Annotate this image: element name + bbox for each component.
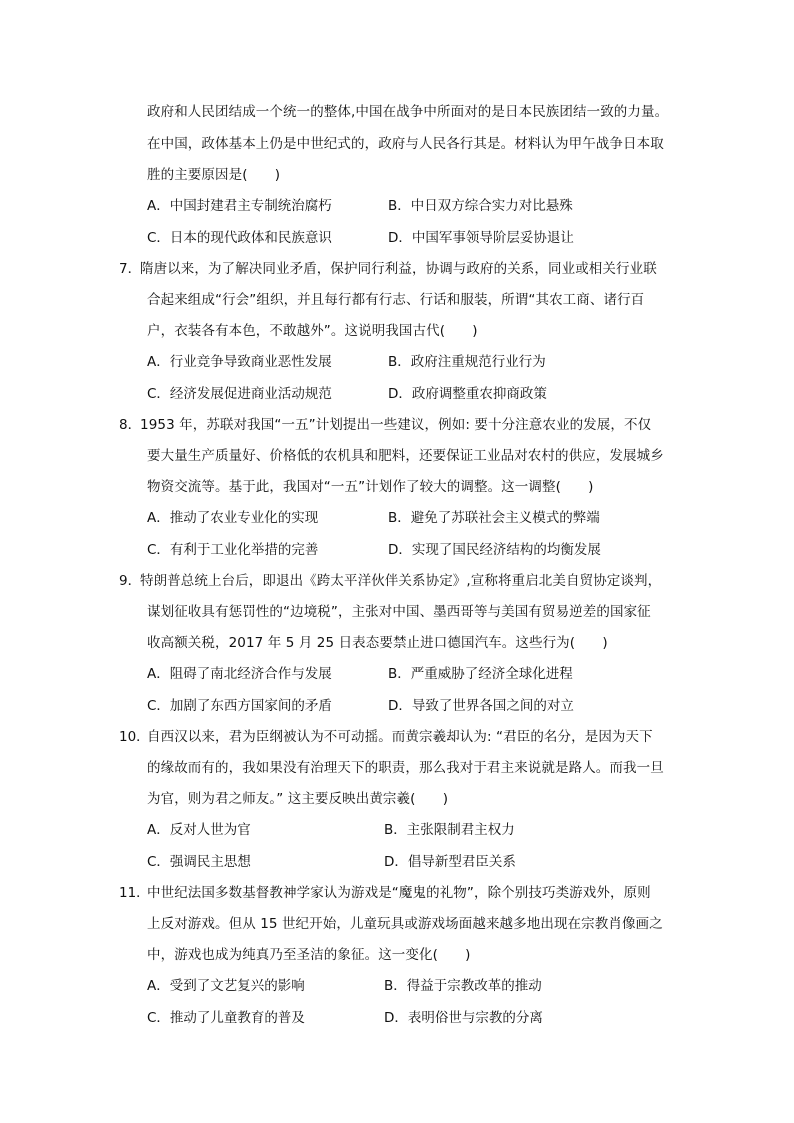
question-9-option-a: A．阻碍了南北经济合作与发展 <box>147 666 332 682</box>
question-7-option-d: D．政府调整重农抑商政策 <box>388 386 547 402</box>
question-11-line-2: 上反对游戏。但从 15 世纪开始，儿童玩具或游戏场面越来越多地出现在宗教肖像画之 <box>147 916 663 932</box>
question-10-line-3: 为官，则为君之师友。” 这主要反映出黄宗羲( ) <box>147 791 449 807</box>
question-9-option-b: B．严重威胁了经济全球化进程 <box>388 666 573 682</box>
question-7-line-1: 隋唐以来，为了解决同业矛盾，保护同行利益，协调与政府的关系，同业或相关行业联 <box>140 261 657 277</box>
question-11-line-3: 中，游戏也成为纯真乃至圣洁的象征。这一变化( ) <box>147 947 471 963</box>
question-8-line-2: 要大量生产质量好、价格低的农机具和肥料，还要保证工业品对农村的供应，发展城乡 <box>147 448 664 464</box>
question-11-line-1: 中世纪法国多数基督教神学家认为游戏是“魔鬼的礼物”，除个别技巧类游戏外，原则 <box>147 885 651 901</box>
question-8-option-d: D．实现了国民经济结构的均衡发展 <box>388 542 601 558</box>
question-10-line-1: 自西汉以来，君为臣纲被认为不可动摇。而黄宗羲却认为: “君臣的名分，是因为天下 <box>147 729 653 745</box>
continuation-line-1: 政府和人民团结成一个统一的整体,中国在战争中所面对的是日本民族团结一致的力量。 <box>147 104 669 120</box>
continuation-option-a: A．中国封建君主专制统治腐朽 <box>147 198 332 214</box>
question-7-line-3: 户，衣装各有本色，不敢越外”。这说明我国古代( ) <box>147 323 478 339</box>
question-9-option-d: D．导致了世界各国之间的对立 <box>388 698 574 714</box>
continuation-line-2: 在中国，政体基本上仍是中世纪式的，政府与人民各行其是。材料认为甲午战争日本取 <box>147 136 664 152</box>
question-7-line-2: 合起来组成“行会”组织，并且每行都有行志、行话和服装，所谓“其农工商、诸行百 <box>147 292 645 308</box>
question-11-option-c: C．推动了儿童教育的普及 <box>147 1010 305 1026</box>
question-9-line-2: 谋划征收具有惩罚性的“边境税”，主张对中国、墨西哥等与美国有贸易逆差的国家征 <box>147 604 651 620</box>
question-7-option-c: C．经济发展促进商业活动规范 <box>147 386 332 402</box>
question-11-option-b: B．得益于宗教改革的推动 <box>384 978 542 994</box>
question-8-line-1: 1953 年，苏联对我国“一五”计划提出一些建议，例如: 要十分注意农业的发展，不仅 <box>140 417 652 433</box>
continuation-option-d: D．中国军事领导阶层妥协退让 <box>388 230 574 246</box>
question-8-option-b: B．避免了苏联社会主义模式的弊端 <box>388 510 600 526</box>
continuation-line-3: 胜的主要原因是( ) <box>147 167 281 183</box>
question-11-option-a: A．受到了文艺复兴的影响 <box>147 978 305 994</box>
question-7-option-a: A．行业竞争导致商业恶性发展 <box>147 354 332 370</box>
continuation-option-b: B．中日双方综合实力对比悬殊 <box>388 198 573 214</box>
question-8-option-a: A．推动了农业专业化的实现 <box>147 510 319 526</box>
question-10-line-2: 的缘故而有的，我如果没有治理天下的职责，那么我对于君主来说就是路人。而我一旦 <box>147 760 664 776</box>
continuation-option-c: C．日本的现代政体和民族意识 <box>147 230 332 246</box>
question-7-option-b: B．政府注重规范行业行为 <box>388 354 546 370</box>
question-11-number: 11． <box>119 885 150 901</box>
question-11-option-d: D．表明俗世与宗教的分离 <box>384 1010 543 1026</box>
question-10-number: 10． <box>119 729 150 745</box>
question-9-line-3: 收高额关税，2017 年 5 月 25 日表态要禁止进口德国汽车。这些行为( ) <box>147 635 608 651</box>
question-10-option-a: A．反对人世为官 <box>147 822 251 838</box>
question-9-line-1: 特朗普总统上台后，即退出《跨太平洋伙伴关系协定》,宣称将重启北美自贸协定谈判， <box>140 573 662 589</box>
question-10-option-d: D．倡导新型君臣关系 <box>384 854 516 870</box>
question-9-number: 9． <box>119 573 142 589</box>
question-9-option-c: C．加剧了东西方国家间的矛盾 <box>147 698 332 714</box>
question-8-option-c: C．有利于工业化举措的完善 <box>147 542 319 558</box>
question-10-option-b: B．主张限制君主权力 <box>384 822 515 838</box>
question-8-number: 8． <box>119 417 142 433</box>
question-10-option-c: C．强调民主思想 <box>147 854 251 870</box>
question-8-line-3: 物资交流等。基于此，我国对“一五”计划作了较大的调整。这一调整( ) <box>147 479 594 495</box>
question-7-number: 7． <box>119 261 142 277</box>
